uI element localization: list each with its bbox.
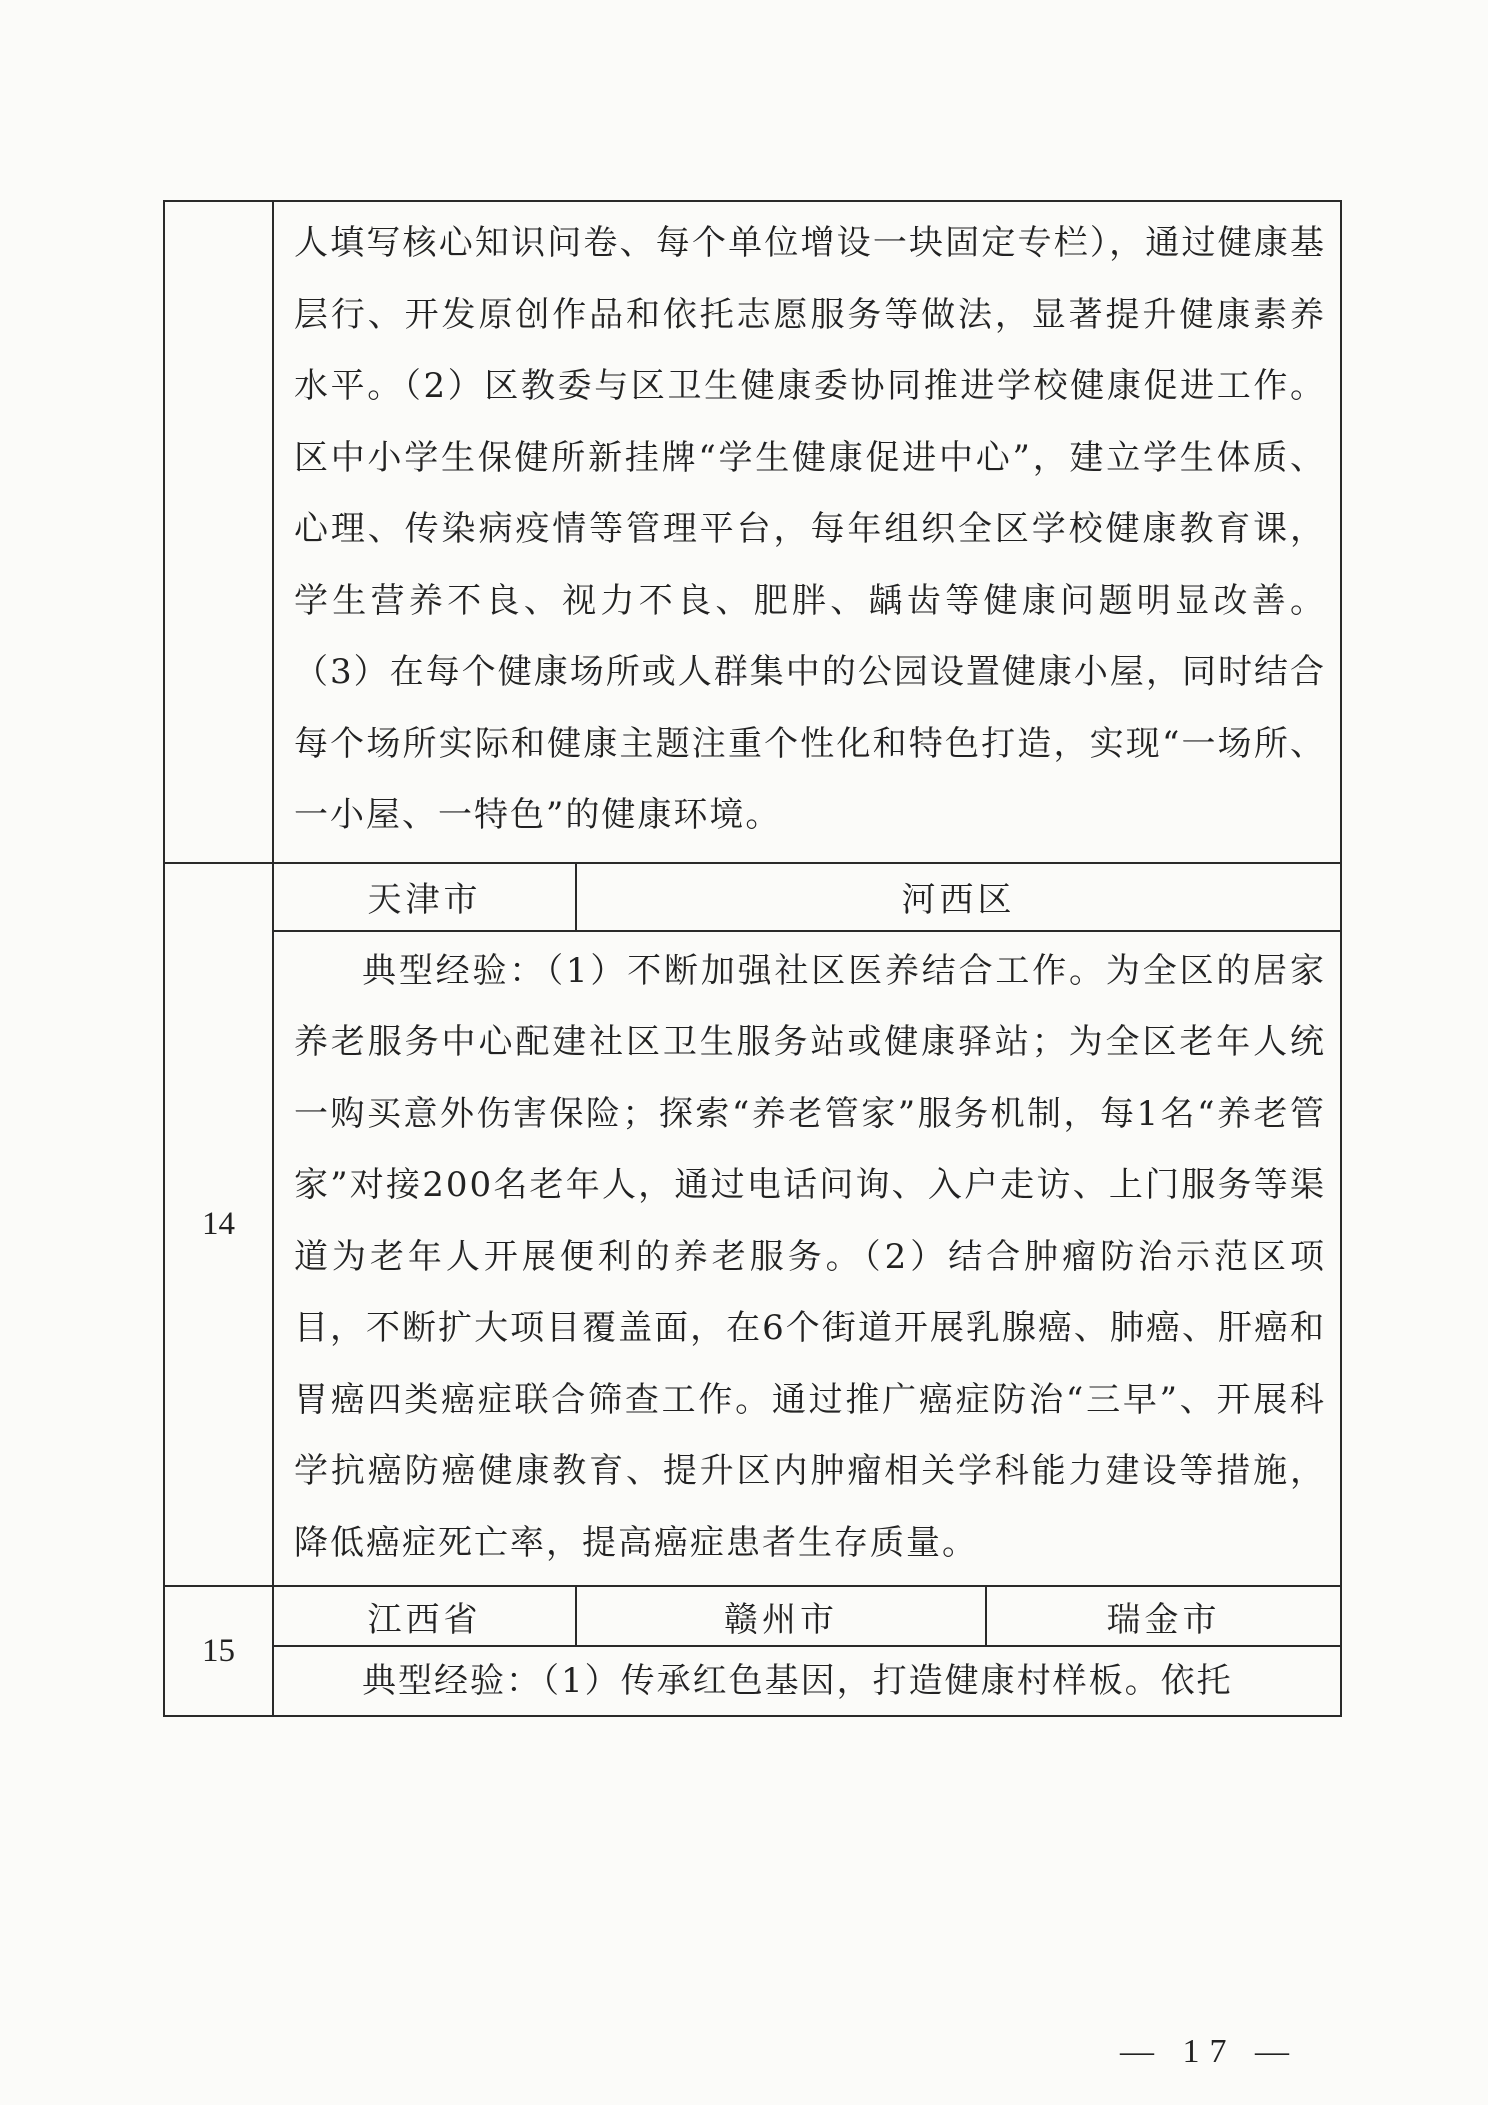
- row-number: 15: [164, 1586, 273, 1716]
- experience-table: [163, 200, 1342, 1717]
- row-number-cell: [164, 201, 273, 863]
- experience-text: 典型经验：（1）不断加强社区医养结合工作。为全区的居家养老服务中心配建社区卫生服务站或健康驿站；为全区老年人统一购买意外伤害保险；探索“养老管家”服务机制，每1名“养老管家”对接200名老年人，通过电话问询、入户走访、上门服务等渠道为老年人开展便利的养老服务。（2）结合肿瘤防治示范区项目，不断扩大项目覆盖面，在6个街道开展乳腺癌、肺癌、肝癌和胃癌四类癌症联合筛查工作。通过推广癌症防治“三早”、开展科学抗癌防癌健康教育、提升区内肿瘤相关学科能力建设等措施，降低癌症死亡率，提高癌症患者生存质量。: [294, 950, 1326, 1563]
- table-row: [164, 1586, 1341, 1646]
- table-row: [164, 863, 1341, 931]
- table-row: [164, 1646, 1341, 1716]
- experience-cell: [273, 931, 1341, 1587]
- experience-text: 典型经验：（1）传承红色基因，打造健康村样板。依托: [362, 1661, 1233, 1701]
- district-cell: 河西区: [576, 863, 1341, 931]
- page-number: — 17 —: [1120, 2033, 1299, 2070]
- county-cell: 瑞金市: [986, 1586, 1341, 1646]
- experience-cell: [273, 1646, 1341, 1716]
- table-row: [164, 931, 1341, 1587]
- row-number: 14: [164, 863, 273, 1587]
- province-cell: 江西省: [273, 1586, 576, 1646]
- experience-cell: [273, 201, 1341, 863]
- province-cell: 天津市: [273, 863, 576, 931]
- experience-text: 人填写核心知识问卷、每个单位增设一块固定专栏），通过健康基层行、开发原创作品和依托志愿服务等做法，显著提升健康素养水平。（2）区教委与区卫生健康委协同推进学校健康促进工作。区中小学生保健所新挂牌“学生健康促进中心”，建立学生体质、心理、传染病疫情等管理平台，每年组织全区学校健康教育课，学生营养不良、视力不良、肥胖、龋齿等健康问题明显改善。（3）在每个健康场所或人群集中的公园设置健康小屋，同时结合每个场所实际和健康主题注重个性化和特色打造，实现“一场所、一小屋、一特色”的健康环境。: [294, 223, 1326, 835]
- city-cell: 赣州市: [576, 1586, 986, 1646]
- table-row: [164, 201, 1341, 863]
